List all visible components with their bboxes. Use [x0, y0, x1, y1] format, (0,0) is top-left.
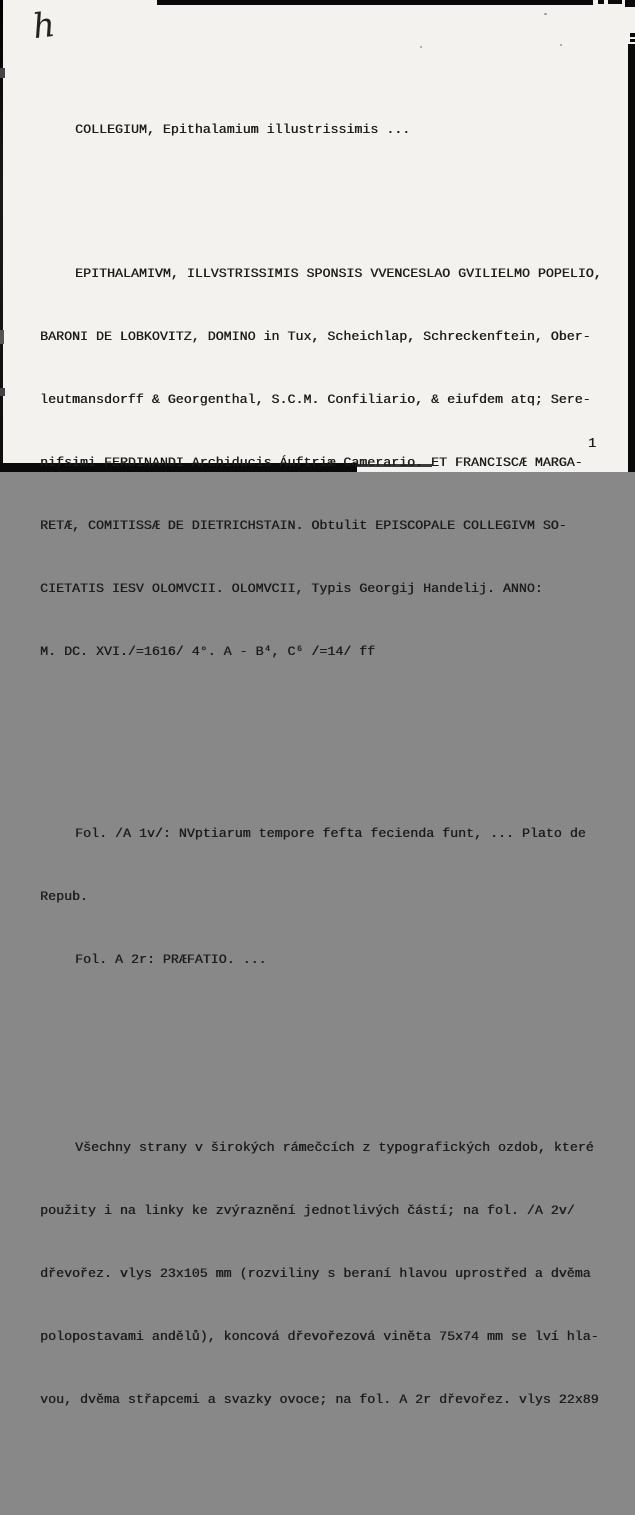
bibliographic-entry	[40, 221, 602, 704]
physical-description	[40, 1095, 602, 1452]
catalog-heading: COLLEGIUM, Epithalamium illustrissimis ...	[75, 122, 411, 137]
typed-line: BARONI DE LOBKOVITZ, DOMINO in Tux, Scheichlap, Schreckenftein, Ober-	[40, 329, 591, 344]
typed-line: použity i na linky ke zvýraznění jednotlivých částí; na fol. /A 2v/	[40, 1203, 575, 1218]
typed-line: leutmansdorff & Georgenthal, S.C.M. Confiliario, & eiufdem atq; Sere-	[40, 392, 591, 407]
scan-edge-top	[157, 0, 593, 5]
typed-line: Repub.	[40, 889, 88, 904]
scan-left-tick	[0, 68, 5, 78]
typed-line: CIETATIS IESV OLOMVCII. OLOMVCII, Typis Georgij Handelij. ANNO:	[40, 581, 543, 596]
typed-line: vou, dvěma střapcemi a svazky ovoce; na fol. A 2r dřevořez. vlys 22x89	[40, 1392, 599, 1407]
typed-line: M. DC. XVI./=1616/ 4°. A - B⁴, C⁶ /=14/ ff	[40, 644, 376, 659]
scan-left-tick	[0, 388, 5, 396]
scan-edge-top-dash	[608, 0, 622, 4]
scan-speck	[420, 46, 422, 48]
contents-notes	[40, 781, 602, 1012]
typed-line: polopostavami andělů), koncová dřevořezová viněta 75x74 mm se lví hla-	[40, 1329, 599, 1344]
scan-speck	[544, 13, 547, 15]
scan-speck	[560, 44, 562, 46]
typed-line: Fol. A 2r: PRÆFATIO. ...	[75, 952, 267, 967]
typed-text-block	[40, 56, 602, 1515]
scan-edge-top-dash	[598, 0, 604, 4]
typed-line: RETÆ, COMITISSÆ DE DIETRICHSTAIN. Obtulit EPISCOPALE COLLEGIVM SO-	[40, 518, 567, 533]
typed-line: EPITHALAMIVM, ILLVSTRISSIMIS SPONSIS VVENCESLAO GVILIELMO POPELIO,	[75, 266, 602, 281]
typed-line: dřevořez. vlys 23x105 mm (rozviliny s beraní hlavou uprostřed a dvěma	[40, 1266, 591, 1281]
typed-line: nifsimi FERDINANDI Archiducis Áuftriæ Camerario. ET FRANCISCÆ MARGA-	[40, 455, 583, 470]
typed-line: Všechny strany v širokých rámečcích z typografických ozdob, které	[75, 1140, 594, 1155]
scan-left-tick	[0, 330, 4, 344]
scan-edge-right-dash	[630, 33, 635, 37]
scan-edge-top-corner	[625, 0, 635, 7]
scan-edge-right-dash	[630, 39, 635, 42]
page-number: 1	[588, 437, 597, 452]
scan-edge-right	[628, 44, 635, 472]
handwritten-mark: h	[30, 4, 58, 48]
typed-line: Fol. /A 1v/: NVptiarum tempore fefta fecienda funt, ... Plato de	[75, 826, 586, 841]
